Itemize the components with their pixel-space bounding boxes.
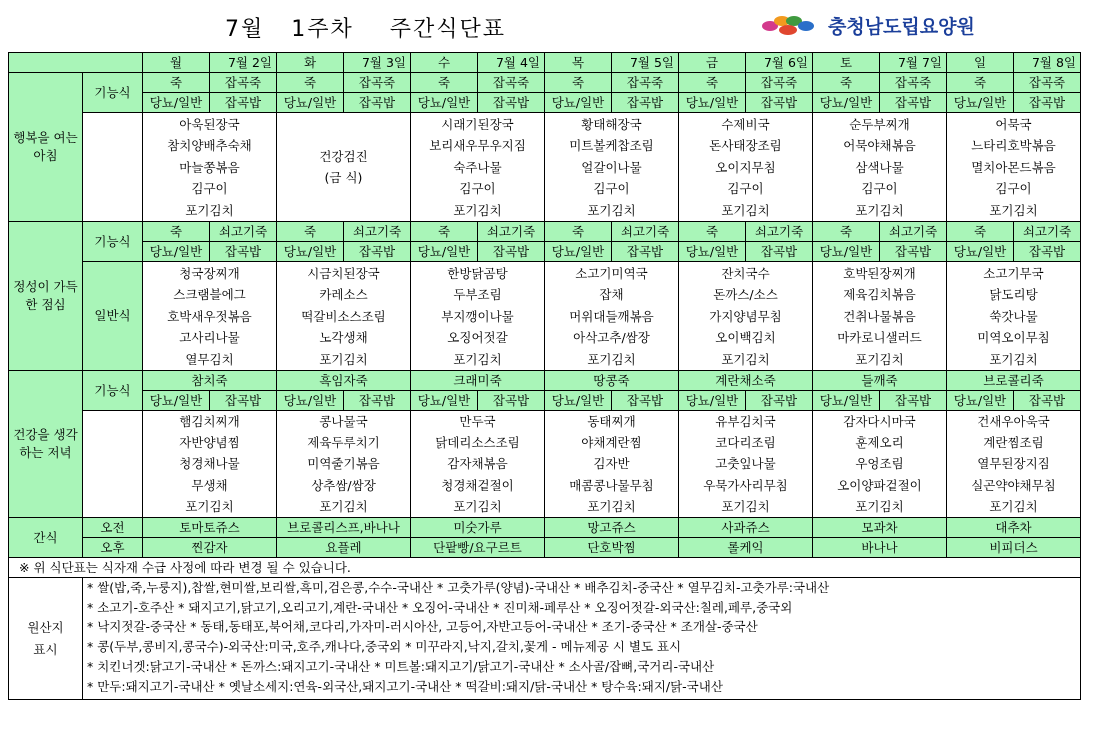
porridge-label: 죽 — [947, 73, 1014, 93]
grain-porridge-label: 잡곡죽 — [478, 73, 545, 93]
day-date: 7월 3일 — [344, 53, 411, 73]
grain-rice-label: 잡곡밥 — [478, 242, 545, 262]
breakfast-menu: 순두부찌개 어묵야채볶음 삼색나물 김구이 포기김치 — [813, 113, 947, 222]
diabetic-label: 당뇨/일반 — [411, 391, 478, 411]
day-of-week: 목 — [545, 53, 612, 73]
day-of-week: 금 — [679, 53, 746, 73]
dinner-porridge: 참치죽 — [143, 371, 277, 391]
beef-porridge-label: 쇠고기죽 — [210, 222, 277, 242]
porridge-label: 죽 — [679, 222, 746, 242]
grain-rice-label: 잡곡밥 — [210, 93, 277, 113]
lunch-menu: 잔치국수 돈까스/소스 가지양념무침 오이백김치 포기김치 — [679, 262, 813, 371]
porridge-label: 죽 — [813, 222, 880, 242]
grain-rice-label: 잡곡밥 — [344, 391, 411, 411]
porridge-label: 죽 — [411, 222, 478, 242]
diabetic-label: 당뇨/일반 — [679, 93, 746, 113]
grain-rice-label: 잡곡밥 — [344, 242, 411, 262]
dinner-porridge: 브로콜리죽 — [947, 371, 1081, 391]
diabetic-label: 당뇨/일반 — [277, 391, 344, 411]
day-of-week: 일 — [947, 53, 1014, 73]
lunch-menu: 청국장찌개 스크램블에그 호박새우젓볶음 고사리나물 열무김치 — [143, 262, 277, 371]
grain-porridge-label: 잡곡죽 — [210, 73, 277, 93]
snack-am-item: 토마토쥬스 — [143, 518, 277, 538]
porridge-label: 죽 — [411, 73, 478, 93]
regular-label-empty — [83, 113, 143, 222]
origin-label: 원산지 표시 — [9, 578, 83, 700]
grain-rice-label: 잡곡밥 — [746, 242, 813, 262]
lunch-menu: 호박된장찌개 제육김치볶음 건취나물볶음 마카로니샐러드 포기김치 — [813, 262, 947, 371]
snack-pm-label: 오후 — [83, 538, 143, 558]
dinner-menu: 감자다시마국 훈제오리 우엉조림 오이양파겉절이 포기김치 — [813, 411, 947, 518]
snack-am-item: 미숫가루 — [411, 518, 545, 538]
day-date: 7월 4일 — [478, 53, 545, 73]
day-of-week: 토 — [813, 53, 880, 73]
porridge-label: 죽 — [277, 222, 344, 242]
grain-rice-label: 잡곡밥 — [612, 242, 679, 262]
breakfast-menu: 시래기된장국 보리새우무우지짐 숙주나물 김구이 포기김치 — [411, 113, 545, 222]
lunch-menu: 시금치된장국 카레소스 떡갈비소스조림 노각생채 포기김치 — [277, 262, 411, 371]
regular-label: 일반식 — [83, 262, 143, 371]
origin-list — [83, 578, 1081, 700]
snack-am-item: 브로콜리스프,바나나 — [277, 518, 411, 538]
lunch-menu: 한방닭곰탕 두부조림 부지깽이나물 오징어젓갈 포기김치 — [411, 262, 545, 371]
dinner-menu: 콩나물국 제육두루치기 미역줄기볶음 상추쌈/쌈장 포기김치 — [277, 411, 411, 518]
origin-line: * 낙지젓갈-중국산 * 동태,동태포,북어채,코다리,가자미-러시아산, 고등어,자반고등어-국내산 * 조기-중국산 * 조개살-중국산 — [87, 619, 758, 635]
snack-pm-item: 단호박찜 — [545, 538, 679, 558]
diabetic-label: 당뇨/일반 — [545, 93, 612, 113]
regular-label-empty — [83, 411, 143, 518]
functional-label: 기능식 — [83, 73, 143, 113]
snack-pm-item: 롤케익 — [679, 538, 813, 558]
grain-porridge-label: 잡곡죽 — [746, 73, 813, 93]
functional-label: 기능식 — [83, 371, 143, 411]
origin-line: * 만두:돼지고기-국내산 * 옛날소세지:연육-외국산,돼지고기-국내산 * 떡갈비:돼지/닭-국내산 * 탕수육:돼지/닭-국내산 — [87, 678, 723, 694]
grain-rice-label: 잡곡밥 — [612, 93, 679, 113]
day-of-week: 수 — [411, 53, 478, 73]
snack-am-item: 모과차 — [813, 518, 947, 538]
grain-rice-label: 잡곡밥 — [1014, 93, 1081, 113]
dinner-menu: 건새우아욱국 계란찜조림 열무된장지짐 실곤약야채무침 포기김치 — [947, 411, 1081, 518]
breakfast-menu: 아욱된장국 참치양배추숙채 마늘쫑볶음 김구이 포기김치 — [143, 113, 277, 222]
logo-text: 충청남도립요양원 — [828, 15, 975, 38]
beef-porridge-label: 쇠고기죽 — [344, 222, 411, 242]
origin-line: * 콩(두부,콩비지,콩국수)-외국산:미국,호주,캐나다,중국외 * 미꾸라지,낙지,갈치,꽃게 - 메뉴제공 시 별도 표시 — [87, 639, 682, 655]
grain-rice-label: 잡곡밥 — [1014, 242, 1081, 262]
diabetic-label: 당뇨/일반 — [813, 93, 880, 113]
diabetic-label: 당뇨/일반 — [143, 391, 210, 411]
dinner-menu: 만두국 닭데리소스조림 감자채볶음 청경채겉절이 포기김치 — [411, 411, 545, 518]
breakfast-menu: 건강검진 (금 식) — [277, 113, 411, 222]
functional-label: 기능식 — [83, 222, 143, 262]
grain-rice-label: 잡곡밥 — [746, 93, 813, 113]
diabetic-label: 당뇨/일반 — [545, 242, 612, 262]
porridge-label: 죽 — [947, 222, 1014, 242]
snack-am-item: 대추차 — [947, 518, 1081, 538]
day-date: 7월 6일 — [746, 53, 813, 73]
origin-line: * 소고기-호주산 * 돼지고기,닭고기,오리고기,계란-국내산 * 오징어-국내산 * 진미채-페루산 * 오징어젓갈-외국산:칠레,페루,중국외 — [87, 599, 793, 615]
grain-rice-label: 잡곡밥 — [880, 391, 947, 411]
snack-am-label: 오전 — [83, 518, 143, 538]
grain-rice-label: 잡곡밥 — [478, 391, 545, 411]
snack-pm-item: 단팥빵/요구르트 — [411, 538, 545, 558]
grain-rice-label: 잡곡밥 — [880, 242, 947, 262]
diabetic-label: 당뇨/일반 — [411, 242, 478, 262]
grain-porridge-label: 잡곡죽 — [1014, 73, 1081, 93]
lunch-menu: 소고기미역국 잡채 머위대들깨볶음 아삭고추/쌈장 포기김치 — [545, 262, 679, 371]
snack-pm-item: 요플레 — [277, 538, 411, 558]
dinner-porridge: 땅콩죽 — [545, 371, 679, 391]
section-lunch: 정성이 가득한 점심 — [9, 222, 83, 371]
diabetic-label: 당뇨/일반 — [545, 391, 612, 411]
diabetic-label: 당뇨/일반 — [679, 391, 746, 411]
diabetic-label: 당뇨/일반 — [813, 391, 880, 411]
day-date: 7월 8일 — [1014, 53, 1081, 73]
porridge-label: 죽 — [545, 73, 612, 93]
breakfast-menu: 수제비국 돈사태장조림 오이지무침 김구이 포기김치 — [679, 113, 813, 222]
grain-porridge-label: 잡곡죽 — [344, 73, 411, 93]
grain-rice-label: 잡곡밥 — [612, 391, 679, 411]
dinner-menu: 햄김치찌개 자반양념찜 청경채나물 무생채 포기김치 — [143, 411, 277, 518]
diabetic-label: 당뇨/일반 — [277, 242, 344, 262]
dinner-menu: 동태찌개 야채계란찜 김자반 매콤콩나물무침 포기김치 — [545, 411, 679, 518]
page-title: 7월 1주차 주간식단표 — [225, 17, 506, 42]
origin-line: * 치킨너겟:닭고기-국내산 * 돈까스:돼지고기-국내산 * 미트볼:돼지고기/닭고기-국내산 * 소사골/잡뼈,국거리-국내산 — [87, 658, 715, 674]
flower-logo-icon — [760, 12, 822, 38]
snack-am-item: 망고쥬스 — [545, 518, 679, 538]
porridge-label: 죽 — [143, 222, 210, 242]
grain-rice-label: 잡곡밥 — [344, 93, 411, 113]
grain-rice-label: 잡곡밥 — [880, 93, 947, 113]
porridge-label: 죽 — [679, 73, 746, 93]
day-of-week: 화 — [277, 53, 344, 73]
diabetic-label: 당뇨/일반 — [947, 242, 1014, 262]
grain-rice-label: 잡곡밥 — [1014, 391, 1081, 411]
porridge-label: 죽 — [545, 222, 612, 242]
grain-rice-label: 잡곡밥 — [210, 391, 277, 411]
diabetic-label: 당뇨/일반 — [277, 93, 344, 113]
snack-pm-item: 바나나 — [813, 538, 947, 558]
porridge-label: 죽 — [813, 73, 880, 93]
grain-porridge-label: 잡곡죽 — [880, 73, 947, 93]
grain-porridge-label: 잡곡죽 — [612, 73, 679, 93]
breakfast-menu: 황태해장국 미트볼케찹조림 얼갈이나물 김구이 포기김치 — [545, 113, 679, 222]
grain-rice-label: 잡곡밥 — [478, 93, 545, 113]
section-dinner: 건강을 생각하는 저녁 — [9, 371, 83, 518]
origin-line: * 쌀(밥,죽,누룽지),찹쌀,현미쌀,보리쌀,흑미,검은콩,수수-국내산 * 고춧가루(양념)-국내산 * 배추김치-중국산 * 열무김치-고춧가루:국내산 — [87, 580, 830, 596]
dinner-porridge: 크래미죽 — [411, 371, 545, 391]
snack-am-item: 사과쥬스 — [679, 518, 813, 538]
dinner-porridge: 들깨죽 — [813, 371, 947, 391]
corner-cell — [9, 53, 143, 73]
diabetic-label: 당뇨/일반 — [411, 93, 478, 113]
diabetic-label: 당뇨/일반 — [947, 391, 1014, 411]
weekly-menu-table — [8, 52, 1081, 700]
notice-text: ※ 위 식단표는 식자재 수급 사정에 따라 변경 될 수 있습니다. — [9, 558, 1081, 578]
diabetic-label: 당뇨/일반 — [143, 93, 210, 113]
day-of-week: 월 — [143, 53, 210, 73]
section-snack: 간식 — [9, 518, 83, 558]
breakfast-menu: 어묵국 느타리호박볶음 멸치아몬드볶음 김구이 포기김치 — [947, 113, 1081, 222]
grain-rice-label: 잡곡밥 — [210, 242, 277, 262]
diabetic-label: 당뇨/일반 — [143, 242, 210, 262]
diabetic-label: 당뇨/일반 — [679, 242, 746, 262]
beef-porridge-label: 쇠고기죽 — [746, 222, 813, 242]
porridge-label: 죽 — [143, 73, 210, 93]
day-date: 7월 2일 — [210, 53, 277, 73]
dinner-porridge: 흑임자죽 — [277, 371, 411, 391]
grain-rice-label: 잡곡밥 — [746, 391, 813, 411]
diabetic-label: 당뇨/일반 — [947, 93, 1014, 113]
lunch-menu: 소고기무국 닭도리탕 쑥갓나물 미역오이무침 포기김치 — [947, 262, 1081, 371]
logo — [760, 10, 975, 40]
beef-porridge-label: 쇠고기죽 — [478, 222, 545, 242]
diabetic-label: 당뇨/일반 — [813, 242, 880, 262]
beef-porridge-label: 쇠고기죽 — [612, 222, 679, 242]
section-breakfast: 행복을 여는 아침 — [9, 73, 83, 222]
dinner-porridge: 계란채소죽 — [679, 371, 813, 391]
snack-pm-item: 찐감자 — [143, 538, 277, 558]
beef-porridge-label: 쇠고기죽 — [880, 222, 947, 242]
day-date: 7월 7일 — [880, 53, 947, 73]
beef-porridge-label: 쇠고기죽 — [1014, 222, 1081, 242]
snack-pm-item: 비피더스 — [947, 538, 1081, 558]
porridge-label: 죽 — [277, 73, 344, 93]
day-date: 7월 5일 — [612, 53, 679, 73]
dinner-menu: 유부김치국 코다리조림 고춧잎나물 우묵가사리무침 포기김치 — [679, 411, 813, 518]
